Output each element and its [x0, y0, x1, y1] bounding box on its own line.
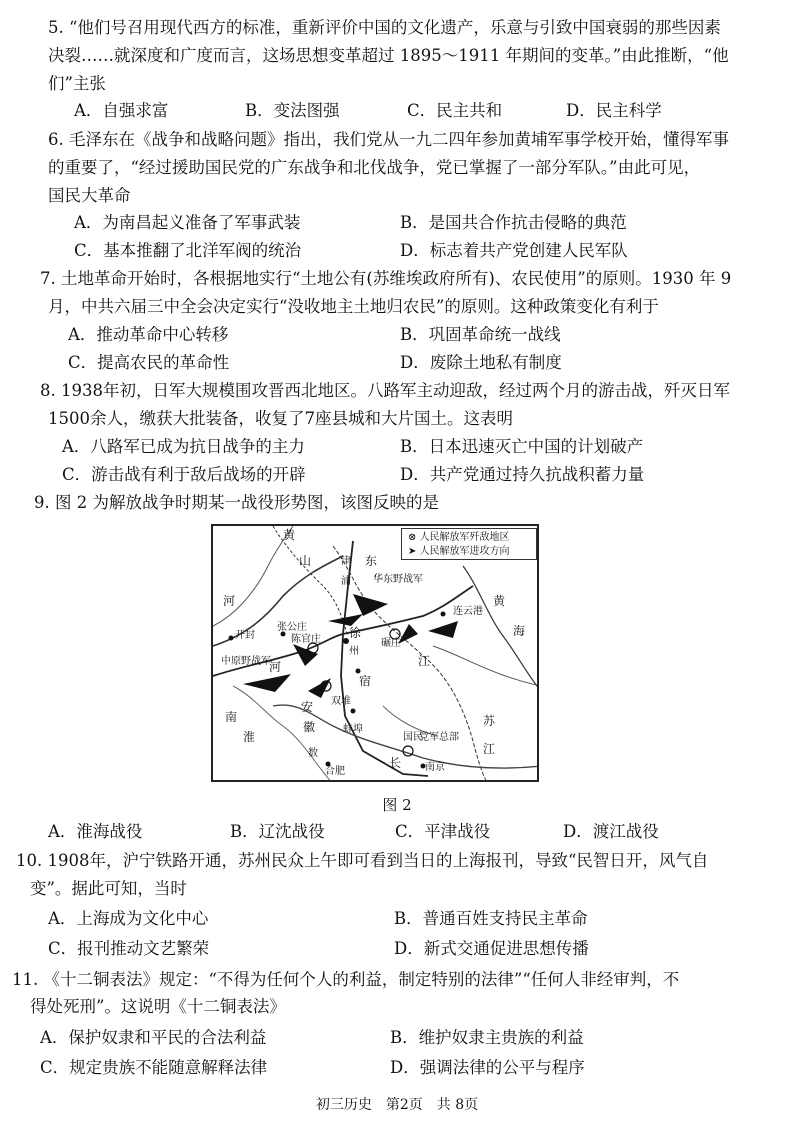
map-label-nan: 南 — [225, 710, 238, 724]
map-label-hai: 海 — [513, 624, 526, 638]
q6-line-1 — [48, 129, 729, 151]
q7-line-1 — [40, 268, 731, 290]
q5-option-b[interactable]: B．变法图强 — [245, 101, 340, 120]
q5-text-1: “他们号召用现代西方的标准，重新评价中国的文化遗产，乐意与引致中国衰弱的那些因素 — [69, 18, 721, 37]
map-label-nianzhuang: 碾庄 — [381, 638, 401, 649]
map-label-guomin: 国民 — [403, 732, 423, 743]
river-line — [213, 526, 296, 626]
q9-option-a[interactable]: A．淮海战役 — [48, 822, 143, 841]
coastline — [463, 566, 539, 691]
map-label-jiang1: 江 — [418, 654, 431, 668]
map-label-zhanggong: 张公庄 — [277, 622, 307, 633]
q6-number: 6. — [48, 130, 64, 149]
q6-line-2: 的重要了，“经过援助国民党的广东战争和北伐战争，党已掌握了一部分军队。”由此可见， — [48, 158, 701, 177]
q11-option-b[interactable]: B．维护奴隶主贵族的利益 — [390, 1028, 584, 1047]
q5-option-d[interactable]: D．民主科学 — [566, 101, 662, 120]
q9-option-c[interactable]: C．平津战役 — [395, 822, 491, 841]
q5-option-c[interactable]: C．民主共和 — [407, 101, 503, 120]
q9-line-1 — [34, 492, 439, 514]
q11-line-2: 得处死刑”。这说明《十二铜表法》 — [30, 997, 286, 1016]
map-label-yong: 数 — [308, 748, 318, 759]
q7-number: 7. — [40, 269, 56, 288]
q6-option-b[interactable]: B．是国共合作抗击侵略的典范 — [400, 213, 627, 232]
map-label-huadong: 华东野战军 — [373, 574, 423, 585]
q8-option-a[interactable]: A．八路军已成为抗日战争的主力 — [62, 437, 305, 456]
q7-option-d[interactable]: D．废除土地私有制度 — [400, 353, 562, 372]
q5-option-a[interactable]: A．自强求富 — [74, 101, 169, 120]
q10-line-2: 变”。据此可知，当时 — [30, 879, 187, 898]
map-label-kaifeng: 开封 — [235, 630, 255, 641]
map-label-pu: 浦 — [341, 576, 351, 587]
q8-line-1 — [40, 380, 730, 402]
q5-number: 5. — [48, 18, 64, 37]
map-label-bengbu: 蚌埠 — [343, 724, 363, 735]
map-label-nanjing: 南京 — [425, 762, 445, 773]
map-label-hefei: 合肥 — [325, 766, 345, 777]
q6-option-c[interactable]: C．基本推翻了北洋军阀的统治 — [74, 241, 302, 260]
map-label-shuangdui: 双堆 — [331, 696, 351, 707]
q10-option-b[interactable]: B．普通百姓支持民主革命 — [394, 909, 588, 928]
q9-option-b[interactable]: B．辽沈战役 — [230, 822, 325, 841]
q10-number: 10. — [16, 851, 43, 870]
page-footer: 初三历史 第2页 共 8页 — [315, 1097, 479, 1113]
q6-option-d[interactable]: D．标志着共产党创建人民军队 — [400, 241, 628, 260]
q5-line-3: 们”主张 — [48, 74, 106, 93]
q11-text-1: 《十二铜表法》规定：“不得为任何个人的利益，制定特别的法律”“任何人非经审判，不 — [43, 970, 680, 989]
q10-option-c[interactable]: C．报刊推动文艺繁荣 — [48, 939, 210, 958]
q11-line-1 — [12, 969, 679, 991]
q11-option-a[interactable]: A．保护奴隶和平民的合法利益 — [40, 1028, 267, 1047]
map-label-an: 安 — [301, 700, 314, 714]
q6-line-3: 国民大革命 — [48, 186, 131, 205]
q8-line-2: 1500余人，缴获大批装备，收复了7座县城和大片国土。这表明 — [48, 409, 513, 428]
q5-line-2: 决裂……就深度和广度而言，这场思想变革超过 1895～1911 年期间的变革。”由此推断，“他 — [48, 46, 729, 65]
q10-text-1: 1908年，沪宁铁路开通，苏州民众上午即可看到当日的上海报刊，导致“民智日开，风气自 — [47, 851, 709, 870]
map-label-dangjun: 党军总部 — [419, 732, 459, 743]
q8-option-b[interactable]: B．日本迅速灭亡中国的计划破产 — [400, 437, 644, 456]
map-label-huang: 黄 — [283, 528, 296, 542]
map-legend — [401, 528, 537, 560]
map-label-xu: 徐 — [349, 626, 362, 640]
map-label-shan: 山 — [299, 554, 312, 568]
legend-attack: ➤ 人民解放军进攻方向 — [408, 546, 510, 557]
q10-line-1 — [16, 850, 708, 872]
q11-number: 11. — [12, 970, 39, 989]
q6-option-a[interactable]: A．为南昌起义准备了军事武装 — [74, 213, 301, 232]
legend-annihilation: ⊗ 人民解放军歼敌地区 — [408, 532, 510, 543]
q10-option-d[interactable]: D．新式交通促进思想传播 — [394, 939, 589, 958]
q9-option-d[interactable]: D．渡江战役 — [563, 822, 659, 841]
q11-option-d[interactable]: D．强调法律的公平与程序 — [390, 1058, 585, 1077]
map-label-zhou: 州 — [349, 646, 359, 657]
map-label-zhongyuan: 中原野战军 — [221, 656, 271, 667]
q8-number: 8. — [40, 381, 56, 400]
q9-text-1: 图 2 为解放战争时期某一战役形势图，该图反映的是 — [55, 493, 439, 512]
map-label-hui: 徽 — [303, 720, 316, 734]
map-label-jin: 津 — [341, 556, 351, 567]
figure-caption: 图 2 — [382, 796, 412, 814]
q10-option-a[interactable]: A．上海成为文化中心 — [48, 909, 209, 928]
q8-text-1: 1938年初，日军大规模围攻晋西北地区。八路军主动迎敌，经过两个月的游击战，歼灭日军 — [61, 381, 730, 400]
attack-arrow — [243, 674, 291, 692]
map-label-henan: 河 — [269, 660, 282, 674]
map-label-su2: 苏 — [483, 714, 496, 728]
map-label-su: 宿 — [359, 674, 372, 688]
q7-option-c[interactable]: C．提高农民的革命性 — [68, 353, 230, 372]
map-label-chang: 长 — [389, 756, 402, 770]
q8-option-d[interactable]: D．共产党通过持久抗战积蓄力量 — [400, 465, 645, 484]
map-label-jiang2: 江 — [483, 742, 496, 756]
map-label-huai: 淮 — [243, 730, 256, 744]
q7-option-b[interactable]: B．巩固革命统一战线 — [400, 325, 561, 344]
q5-line-1 — [48, 17, 721, 39]
map-label-huang2: 黄 — [493, 594, 506, 608]
q11-option-c[interactable]: C．规定贵族不能随意解释法律 — [40, 1058, 268, 1077]
map-label-chenguanzhuang: 陈官庄 — [291, 634, 321, 645]
map-label-he: 河 — [223, 594, 236, 608]
q7-text-1: 土地革命开始时，各根据地实行“土地公有(苏维埃政府所有)、农民使用”的原则。1930 年 9 — [61, 269, 732, 288]
q6-text-1: 毛泽东在《战争和战略问题》指出，我们党从一九二四年参加黄埔军事学校开始，懂得军事 — [69, 130, 729, 149]
battle-map — [211, 524, 539, 782]
q7-option-a[interactable]: A．推动革命中心转移 — [68, 325, 229, 344]
q8-option-c[interactable]: C．游击战有利于敌后战场的开辟 — [62, 465, 306, 484]
attack-arrow — [398, 624, 418, 644]
attack-arrow — [428, 621, 458, 638]
q7-line-2: 月，中共六届三中全会决定实行“没收地主土地归农民”的原则。这种政策变化有利于 — [48, 297, 659, 316]
map-label-lianyungang: 连云港 — [453, 606, 483, 617]
q9-number: 9. — [34, 493, 50, 512]
map-label-dong: 东 — [365, 554, 378, 568]
attack-arrow — [353, 594, 388, 616]
